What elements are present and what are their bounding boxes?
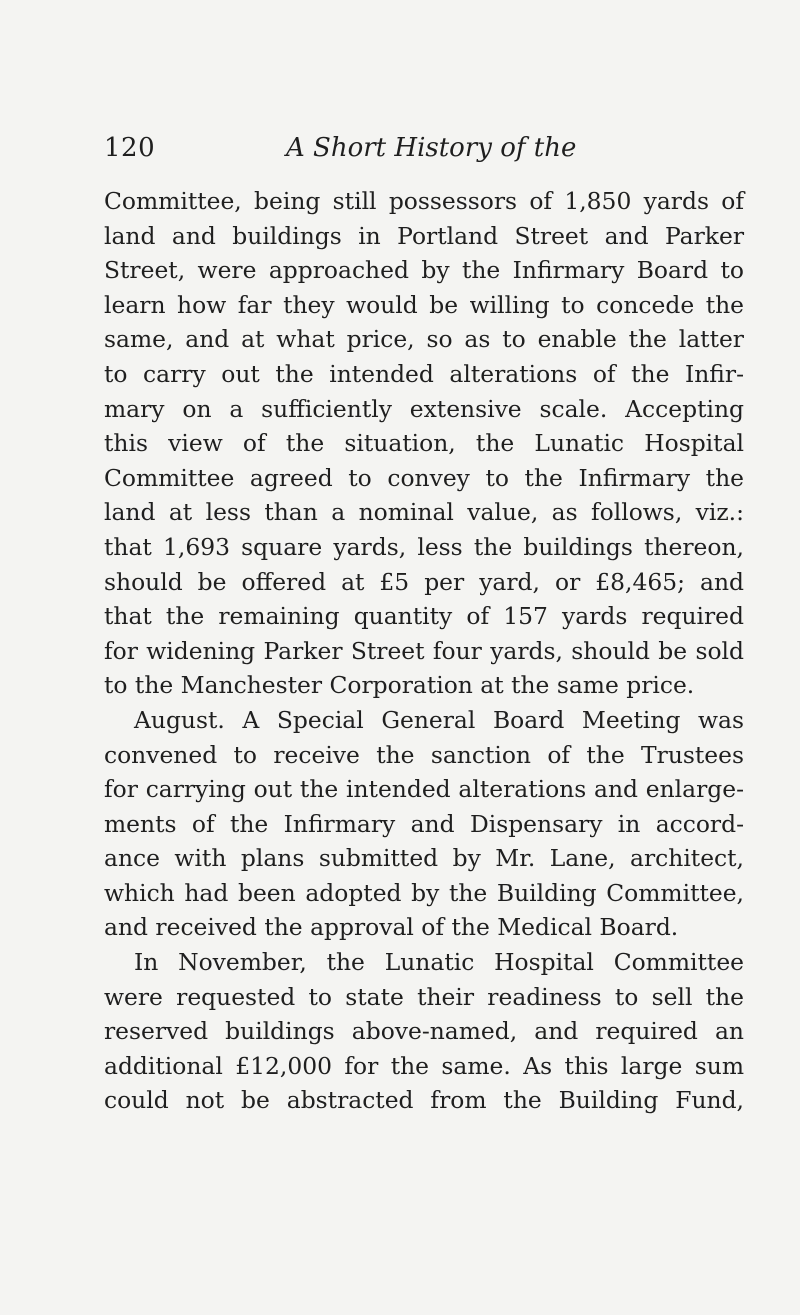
text-line: August. A Special General Board Meeting was — [134, 705, 744, 734]
text-line: Committee, being still possessors of 1,850 yards of — [104, 187, 744, 215]
text-line: mary on a sufficiently extensive scale. Accepting — [104, 394, 744, 423]
text-line: to carry out the intended alterations of the Infir- — [104, 359, 744, 388]
text-line: were requested to state their readiness to sell the — [104, 982, 744, 1011]
text-line: land and buildings in Portland Street and Parker — [104, 221, 744, 250]
body-text — [104, 184, 744, 1118]
text-line: additional £12,000 for the same. As this large sum — [104, 1051, 744, 1080]
text-line: convened to receive the sanction of the Trustees — [104, 740, 744, 769]
text-line: that 1,693 square yards, less the buildings thereon, — [104, 532, 744, 561]
text-line: which had been adopted by the Building Committee, — [104, 878, 744, 907]
text-line: could not be abstracted from the Building Fund, — [104, 1086, 744, 1115]
text-line: reserved buildings above-named, and required an — [104, 1017, 744, 1046]
text-line: for widening Parker Street four yards, should be sold — [104, 636, 744, 665]
text-line: ance with plans submitted by Mr. Lane, architect, — [104, 844, 744, 873]
text-line: ments of the Infirmary and Dispensary in accord- — [104, 809, 744, 838]
text-line: to the Manchester Corporation at the same price. — [104, 671, 695, 700]
text-line: Committee agreed to convey to the Infirmary the — [104, 463, 744, 492]
text-line: this view of the situation, the Lunatic Hospital — [104, 429, 744, 458]
text-line: learn how far they would be willing to concede the — [104, 290, 744, 319]
text-line: land at less than a nominal value, as follows, viz.: — [104, 498, 744, 527]
text-line: for carrying out the intended alterations and enlarge- — [104, 775, 744, 804]
text-line: and received the approval of the Medical Board. — [104, 913, 679, 942]
text-line: Street, were approached by the Infirmary Board to — [104, 256, 744, 285]
text-line: In November, the Lunatic Hospital Committee — [134, 948, 744, 977]
page-number: 120 — [104, 133, 156, 163]
running-header — [104, 128, 724, 168]
text-line: same, and at what price, so as to enable the latter — [104, 325, 744, 354]
text-line: that the remaining quantity of 157 yards required — [104, 602, 744, 631]
text-line: should be offered at £5 per yard, or £8,465; and — [104, 567, 744, 596]
running-title: A Short History of the — [286, 133, 577, 163]
